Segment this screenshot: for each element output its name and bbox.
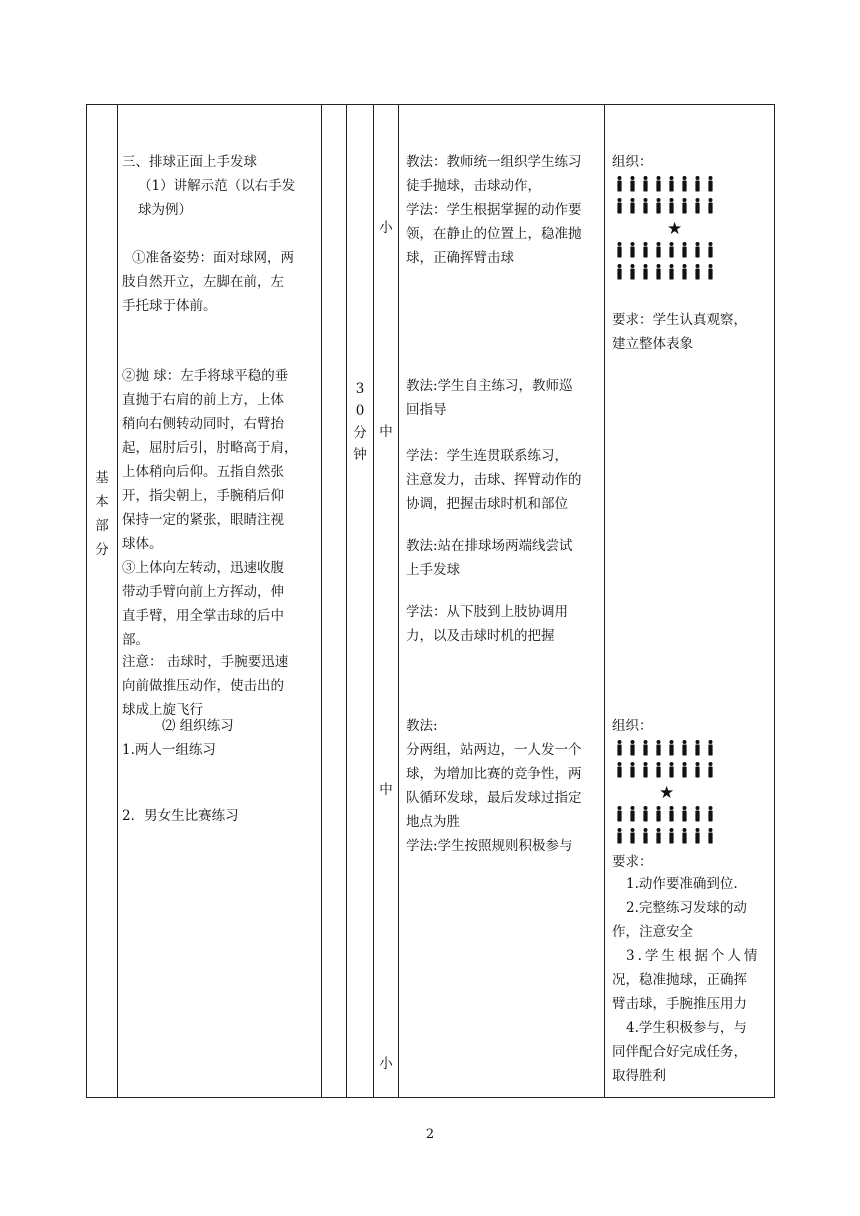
person-icon: [642, 740, 649, 758]
content-drill-2: 2．男女生比赛练习: [122, 808, 239, 824]
content-note: 注意： 击球时，手腕要迅速 向前做推压动作，使击出的 球成上旋飞行: [122, 654, 289, 718]
person-icon: [616, 264, 623, 282]
formation-row: [616, 264, 714, 282]
table-divider-5: [398, 104, 399, 1098]
person-icon: [707, 740, 714, 758]
org-label-1: 组织：: [612, 154, 653, 170]
person-icon: [642, 198, 649, 216]
content-subsection-1: （1）讲解示范（以右手发 球为例）: [138, 178, 296, 218]
person-icon: [655, 806, 662, 824]
content-drill-1: 1.两人一组练习: [122, 742, 216, 758]
person-icon: [616, 740, 623, 758]
person-icon: [707, 242, 714, 260]
method-block-6: 教法: 分两组，站两边，一人发一个 球，为增加比赛的竞争性，两 队循环发球，最后发球过指定 地点为胜 学法:学生按照规则积极参与: [406, 718, 582, 854]
table-divider-6: [604, 104, 605, 1098]
formation-row: [616, 242, 714, 260]
person-icon: [668, 176, 675, 194]
formation-row: [616, 762, 714, 780]
intensity-mid-1: 中: [379, 424, 393, 440]
person-icon: [694, 176, 701, 194]
person-icon: [642, 828, 649, 846]
person-icon: [681, 264, 688, 282]
person-icon: [707, 806, 714, 824]
person-icon: [681, 176, 688, 194]
person-icon: [668, 198, 675, 216]
duration-label: 3 0 分 钟: [353, 381, 367, 463]
formation-row: [616, 198, 714, 216]
table-divider-2: [321, 104, 322, 1098]
person-icon: [707, 176, 714, 194]
content-subsection-2: ⑵ 组织练习: [162, 718, 234, 734]
content-title: 三、排球正面上手发球: [122, 154, 257, 170]
person-icon: [642, 806, 649, 824]
formation-row: [616, 740, 714, 758]
method-block-1: 教法：教师统一组织学生练习 徒手抛球，击球动作， 学法：学生根据掌握的动作要 领，在静止的位置上，稳准抛 球，正确挥臂击球: [406, 154, 582, 266]
method-block-3: 学法：学生连贯联系练习， 注意发力，击球、挥臂动作的 协调，把握击球时机和部位: [406, 448, 582, 512]
formation-row: [616, 806, 714, 824]
person-icon: [668, 740, 675, 758]
org-requirement-2: 1.动作要准确到位. 2.完整练习发球的动 作，注意安全 3.学生根据个人情 况，稳准抛球，正确挥 臂击球，手腕推压用力 4.学生积极参与，与 同伴配合好完成任务， 取得胜利: [612, 876, 761, 1084]
person-icon: [655, 828, 662, 846]
person-icon: [694, 828, 701, 846]
person-icon: [668, 264, 675, 282]
person-icon: [629, 264, 636, 282]
person-icon: [629, 762, 636, 780]
person-icon: [694, 762, 701, 780]
person-icon: [655, 176, 662, 194]
person-icon: [642, 176, 649, 194]
person-icon: [694, 198, 701, 216]
page-number: 2: [425, 1127, 435, 1142]
table-divider-3: [346, 104, 347, 1098]
table-top-border: [86, 104, 775, 105]
person-icon: [668, 242, 675, 260]
person-icon: [681, 762, 688, 780]
person-icon: [655, 242, 662, 260]
person-icon: [616, 198, 623, 216]
person-icon: [694, 806, 701, 824]
person-icon: [642, 242, 649, 260]
person-icon: [616, 828, 623, 846]
table-bottom-border: [86, 1097, 775, 1098]
person-icon: [668, 806, 675, 824]
person-icon: [694, 242, 701, 260]
person-icon: [668, 762, 675, 780]
person-icon: [629, 740, 636, 758]
formation-row: [616, 176, 714, 194]
person-icon: [616, 806, 623, 824]
person-icon: [629, 242, 636, 260]
table-divider-1: [117, 104, 118, 1098]
method-block-5: 学法：从下肢到上肢协调用 力，以及击球时机的把握: [406, 604, 568, 644]
person-icon: [629, 176, 636, 194]
person-icon: [681, 806, 688, 824]
person-icon: [668, 828, 675, 846]
person-icon: [694, 264, 701, 282]
formation-row: [616, 828, 714, 846]
teacher-star-icon: ★: [667, 219, 683, 239]
person-icon: [616, 242, 623, 260]
person-icon: [616, 176, 623, 194]
person-icon: [629, 806, 636, 824]
person-icon: [707, 264, 714, 282]
org-requirement-label-2: 要求：: [612, 854, 653, 870]
table-divider-4: [373, 104, 374, 1098]
content-swing: ③上体向左转动，迅速收腹 带动手臂向前上方挥动，伸 直手臂，用全掌击球的后中 部。: [122, 560, 284, 648]
person-icon: [694, 740, 701, 758]
org-requirement-1: 要求：学生认真观察， 建立整体表象: [612, 312, 747, 352]
person-icon: [681, 198, 688, 216]
intensity-mid-2: 中: [379, 782, 393, 798]
table-border-left: [86, 104, 87, 1098]
teacher-star-icon: ★: [659, 783, 675, 803]
person-icon: [681, 740, 688, 758]
person-icon: [707, 198, 714, 216]
person-icon: [629, 828, 636, 846]
person-icon: [707, 828, 714, 846]
content-toss: ②抛 球：左手将球平稳的垂 直抛于右肩的前上方，上体 稍向右侧转动同时，右臂抬 起，屈肘后引，肘略高于肩， 上体稍向后仰。五指自然张 开，指尖朝上，手腕稍后仰 保持一定的紧张，眼睛注视 球体。: [122, 368, 298, 552]
person-icon: [681, 242, 688, 260]
person-icon: [655, 264, 662, 282]
person-icon: [707, 762, 714, 780]
section-label: 基 本 部 分: [95, 470, 109, 558]
method-block-2: 教法:学生自主练习，教师巡 回指导: [406, 378, 573, 418]
person-icon: [642, 762, 649, 780]
person-icon: [616, 762, 623, 780]
person-icon: [655, 762, 662, 780]
intensity-low-2: 小: [379, 1056, 393, 1072]
person-icon: [642, 264, 649, 282]
person-icon: [655, 198, 662, 216]
intensity-low-1: 小: [379, 220, 393, 236]
person-icon: [681, 828, 688, 846]
person-icon: [629, 198, 636, 216]
person-icon: [655, 740, 662, 758]
method-block-4: 教法:站在排球场两端线尝试 上手发球: [406, 538, 573, 578]
table-border-right: [774, 104, 775, 1098]
content-prep-stance: ①准备姿势：面对球网，两 肢自然开立，左脚在前，左 手托球于体前。: [122, 250, 294, 314]
org-label-2: 组织：: [612, 718, 653, 734]
